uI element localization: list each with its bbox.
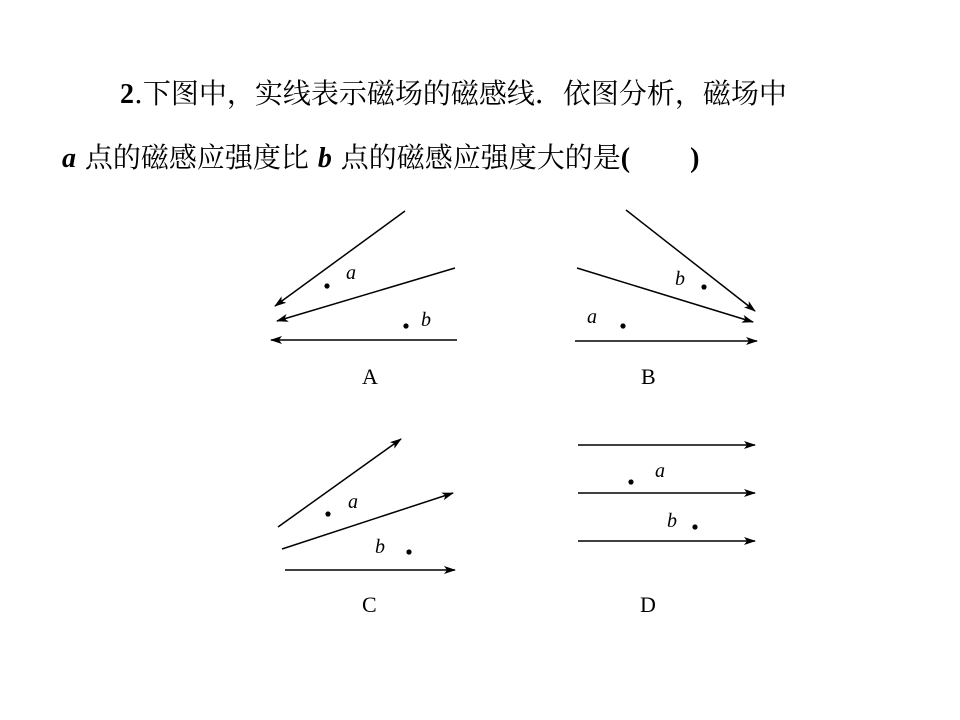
var-a: a (62, 143, 76, 174)
option-a-figure (271, 211, 457, 389)
point-b-dot (701, 284, 706, 289)
point-a-label: a (346, 262, 356, 284)
point-b-label: b (421, 309, 431, 331)
field-line (577, 268, 753, 322)
field-line (275, 211, 405, 306)
point-b-dot (406, 549, 411, 554)
option-label: C (362, 592, 377, 617)
point-a-label: a (348, 491, 358, 513)
point-b-dot (692, 524, 697, 529)
question-text-3: 点的磁感应强度大的是 (340, 141, 621, 174)
point-a-dot (325, 511, 330, 516)
field-line (278, 439, 401, 527)
point-a-dot (324, 283, 329, 288)
var-b: b (317, 143, 332, 174)
point-a-dot (620, 323, 625, 328)
question-text-2: 点的磁感应强度比 (84, 141, 309, 174)
point-b-label: b (675, 268, 685, 290)
field-line (282, 493, 453, 549)
field-line (626, 210, 755, 311)
answer-paren-close: ) (690, 143, 700, 174)
question-number-sep: . (134, 77, 143, 110)
point-a-label: a (587, 306, 597, 328)
point-a-dot (628, 479, 633, 484)
point-a-label: a (655, 460, 665, 482)
option-b-figure (575, 210, 757, 389)
answer-paren-open: ( (620, 143, 631, 174)
option-label: B (641, 364, 656, 389)
option-label: A (362, 364, 378, 389)
option-d-figure (578, 445, 755, 617)
question-number: 2 (120, 79, 134, 110)
point-b-label: b (667, 510, 677, 532)
option-c-figure (278, 439, 455, 617)
point-b-label: b (375, 536, 385, 558)
question-text-1: 下图中，实线表示磁场的磁感线．依图分析，磁场中 (142, 77, 787, 110)
point-b-dot (403, 323, 408, 328)
option-label: D (640, 592, 656, 617)
